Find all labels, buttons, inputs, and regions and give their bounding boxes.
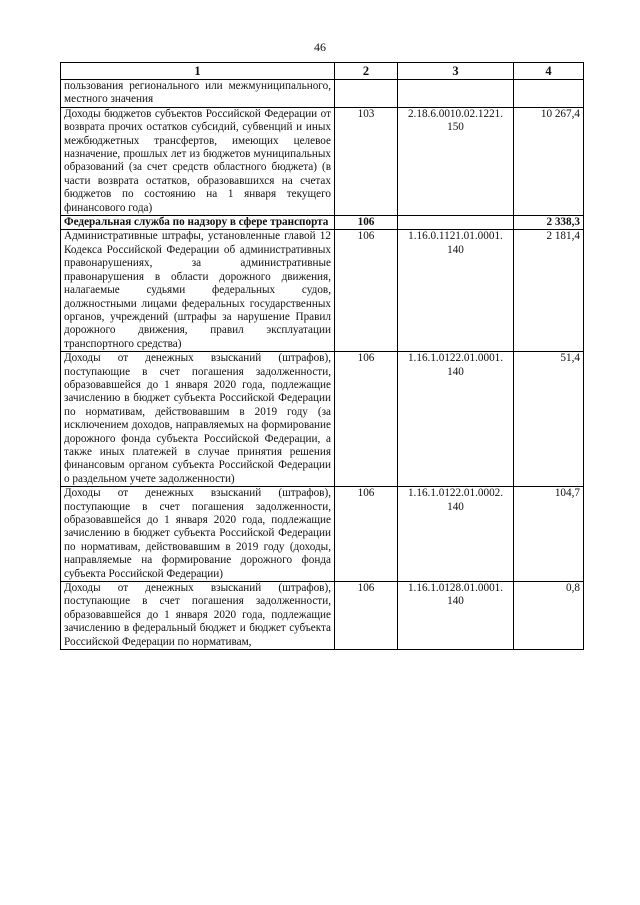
header-col-1: 1	[61, 63, 335, 80]
row-kbk	[398, 216, 514, 230]
row-admin-code	[335, 80, 398, 108]
row-description: Доходы от денежных взысканий (штрафов), поступающие в счет погашения задолженности, образовавшейся до 1 января 2020 года, подлежащие зачислению в бюджет субъекта Российской Федерации по нормативам, действовавшим в 2019 году (доходы, направляемые на формирование дорожного фонда субъекта Российской Федерации)	[61, 487, 335, 582]
row-amount: 104,7	[514, 487, 584, 582]
row-amount	[514, 80, 584, 108]
row-kbk: 1.16.0.1121.01.0001. 140	[398, 230, 514, 352]
row-kbk: 1.16.1.0122.01.0001. 140	[398, 352, 514, 487]
row-description: Доходы от денежных взысканий (штрафов), поступающие в счет погашения задолженности, образовавшейся до 1 января 2020 года, подлежащие зачислению в бюджет субъекта Российской Федерации по нормативам, действовавшим в 2019 году (за исключением доходов, направляемых на формирование дорожного фонда субъекта Российской Федерации, а также иных платежей в случае принятия решения финансовым органом субъекта Российской Федерации о раздельном учете задолженности)	[61, 352, 335, 487]
page-number: 46	[314, 40, 326, 54]
header-col-2: 2	[335, 63, 398, 80]
row-amount: 2 181,4	[514, 230, 584, 352]
row-admin-code: 106	[335, 487, 398, 582]
row-description: Доходы от денежных взысканий (штрафов), поступающие в счет погашения задолженности, образовавшейся до 1 января 2020 года, подлежащие зачислению в федеральный бюджет и бюджет субъекта Российской Федерации по нормативам,	[61, 582, 335, 650]
row-amount: 0,8	[514, 582, 584, 650]
row-kbk: 1.16.1.0128.01.0001. 140	[398, 582, 514, 650]
table-row	[61, 582, 584, 650]
table-row	[61, 107, 584, 215]
row-admin-code: 103	[335, 107, 398, 215]
row-description: Доходы бюджетов субъектов Российской Федерации от возврата прочих остатков субсидий, субвенций и иных межбюджетных трансфертов, имеющих целевое назначение, прошлых лет из бюджетов муниципальных образований (за счет средств областного бюджета) (в части возврата остатков, образовавшихся на счетах бюджетов по состоянию на 1 января текущего финансового года)	[61, 107, 335, 215]
table-header-row	[61, 63, 584, 80]
row-admin-code: 106	[335, 352, 398, 487]
row-admin-code: 106	[335, 582, 398, 650]
row-amount: 2 338,3	[514, 216, 584, 230]
table-row	[61, 487, 584, 582]
row-kbk: 1.16.1.0122.01.0002. 140	[398, 487, 514, 582]
table-row	[61, 352, 584, 487]
row-description: пользования регионального или межмуниципального, местного значения	[61, 80, 335, 108]
header-col-3: 3	[398, 63, 514, 80]
header-col-4: 4	[514, 63, 584, 80]
row-description: Федеральная служба по надзору в сфере транспорта	[61, 216, 335, 230]
row-admin-code: 106	[335, 216, 398, 230]
revenue-table	[60, 62, 584, 650]
row-admin-code: 106	[335, 230, 398, 352]
row-amount: 51,4	[514, 352, 584, 487]
row-description: Административные штрафы, установленные главой 12 Кодекса Российской Федерации об административных правонарушениях, за административные правонарушения в области дорожного движения, налагаемые судьями федеральных судов, должностными лицами федеральных государственных органов, учреждений (штрафы за нарушение Правил дорожного движения, правил эксплуатации транспортного средства)	[61, 230, 335, 352]
row-amount: 10 267,4	[514, 107, 584, 215]
table-row	[61, 80, 584, 108]
row-kbk	[398, 80, 514, 108]
row-kbk: 2.18.6.0010.02.1221. 150	[398, 107, 514, 215]
table-row-section	[61, 216, 584, 230]
table-row	[61, 230, 584, 352]
